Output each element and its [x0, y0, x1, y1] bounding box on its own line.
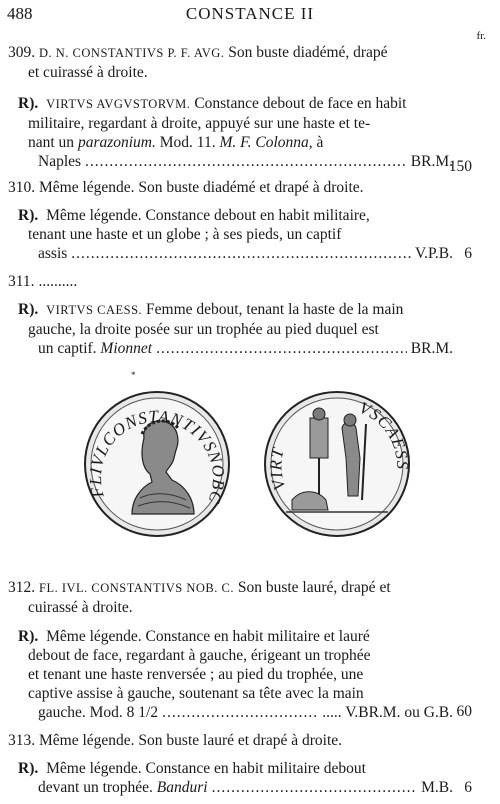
obverse-description: Même légende. Son buste lauré et drapé à droite.: [39, 732, 342, 749]
reference-line: [8, 244, 453, 263]
entry-311: [8, 272, 478, 358]
column-label: fr.: [476, 30, 486, 42]
reverse-text: Même légende. Constance debout en habit militaire,: [46, 207, 370, 224]
reverse-line-4: captive assise à gauche, soutenant sa tête avec la main: [28, 685, 364, 702]
price: 6: [464, 245, 472, 262]
entry-number: 309.: [8, 44, 36, 61]
reverse-line-1: [8, 94, 478, 114]
reverse-text: Femme debout, tenant la haste de la main: [146, 301, 404, 318]
reverse-mark: R).: [18, 760, 39, 777]
reverse-text: devant un trophée.: [38, 779, 153, 796]
obverse-description: ..........: [38, 273, 78, 290]
obverse-line: [8, 43, 478, 63]
obverse-description: Son buste diadémé, drapé: [228, 44, 388, 61]
collection-ref: V.P.B.: [414, 245, 453, 262]
reverse-legend: VIRTVS AVGVSTORVM.: [46, 97, 191, 111]
reverse-line-2: debout de face, regardant à gauche, érigeant un trophée: [28, 647, 371, 664]
location: Naples: [38, 153, 82, 170]
reference-line: [8, 703, 453, 722]
author-name: Mionnet: [100, 340, 153, 357]
price: 150: [448, 158, 472, 175]
reverse-text: assis: [38, 245, 68, 262]
obverse-line: [8, 731, 478, 750]
coin-obverse-image: [82, 388, 232, 540]
obverse-line: [8, 578, 478, 598]
leader-dots: [212, 778, 418, 797]
reverse-line-2: gauche, la droite posée sur un trophée au pied duquel est: [28, 321, 379, 338]
obverse-line: [8, 272, 478, 291]
obverse-description: Même légende. Son buste diadémé et drapé à droite.: [39, 179, 364, 196]
reverse-text: un captif.: [38, 340, 97, 357]
reverse-line-3: et tenant une haste renversée ; au pied du trophée, une: [28, 666, 364, 683]
reverse-line-2: tenant une haste et un globe ; à ses pieds, un captif: [28, 226, 342, 243]
obverse-legend: FL. IVL. CONSTANTIVS NOB. C.: [39, 581, 234, 595]
page-title: CONSTANCE II: [185, 4, 315, 23]
reverse-mark: R).: [18, 207, 39, 224]
price: 6: [464, 779, 472, 796]
collection-ref: BR.M.: [410, 340, 453, 357]
collection-name: M. F. Colonna,: [219, 134, 313, 151]
reverse-mark: R).: [18, 628, 39, 645]
reverse-text: Constance debout de face en habit: [194, 95, 407, 112]
entry-309: [8, 43, 478, 175]
obverse-legend: D. N. CONSTANTIVS P. F. AVG.: [39, 46, 225, 60]
reverse-line-1: [8, 300, 478, 320]
coin-illustrations: [0, 388, 500, 540]
entry-number: 311.: [8, 273, 35, 290]
reverse-text: Même légende. Constance en habit militaire et lauré: [46, 628, 370, 645]
reference-line: [8, 339, 453, 358]
author-name: Banduri: [156, 779, 208, 796]
entry-number: 313.: [8, 732, 36, 749]
coin-reverse-legend-left: VIRT: [266, 445, 290, 493]
reverse-line-1: [8, 627, 478, 646]
leader-dots: [162, 703, 318, 722]
entry-310: [8, 178, 478, 263]
reverse-mark: R).: [18, 301, 39, 318]
coin-obverse-legend: FLIVLCONSTANTIVSNOBC: [85, 406, 229, 507]
reference-line: [8, 778, 453, 797]
footnote-mark: *: [131, 370, 136, 380]
entry-number: 312.: [8, 579, 36, 596]
module-size: Mod. 11.: [159, 134, 216, 151]
leader-dots: [156, 339, 407, 358]
price: 60: [456, 703, 472, 720]
obverse-continuation: et cuirassé à droite.: [28, 64, 148, 81]
reverse-line-1: [8, 759, 478, 778]
coin-reverse-image: [262, 388, 412, 540]
reference-line: [8, 152, 453, 171]
leader-dots: [71, 244, 411, 263]
module-size: gauche. Mod. 8 1/2: [38, 704, 159, 721]
reverse-line-3: [8, 133, 478, 152]
entry-312: [8, 578, 478, 722]
entry-number: 310.: [8, 179, 36, 196]
page-number: 488: [7, 4, 33, 23]
coin-reverse-legend-right: VSCAESS: [356, 397, 412, 471]
obverse-description: Son buste lauré, drapé et: [237, 579, 391, 596]
reverse-mark: R).: [18, 95, 39, 112]
collection-ref: BR.M.: [410, 153, 453, 170]
reverse-text: nant un: [28, 134, 75, 151]
obverse-line: [8, 178, 478, 197]
obverse-continuation: cuirassé à droite.: [28, 599, 133, 616]
reverse-line-1: [8, 206, 478, 225]
reverse-text: à: [316, 134, 324, 151]
reverse-italic: parazonium.: [77, 134, 156, 151]
collection-ref: M.B.: [421, 779, 453, 796]
entry-313: [8, 731, 478, 797]
reverse-text: Même légende. Constance en habit militaire debout: [46, 760, 366, 777]
collection-ref: ..... V.BR.M. ou G.B.: [322, 704, 453, 721]
leader-dots: [85, 152, 407, 171]
reverse-line-2: militaire, regardant à droite, appuyé sur une haste et te-: [28, 115, 371, 132]
reverse-legend: VIRTVS CAESS.: [46, 303, 143, 317]
